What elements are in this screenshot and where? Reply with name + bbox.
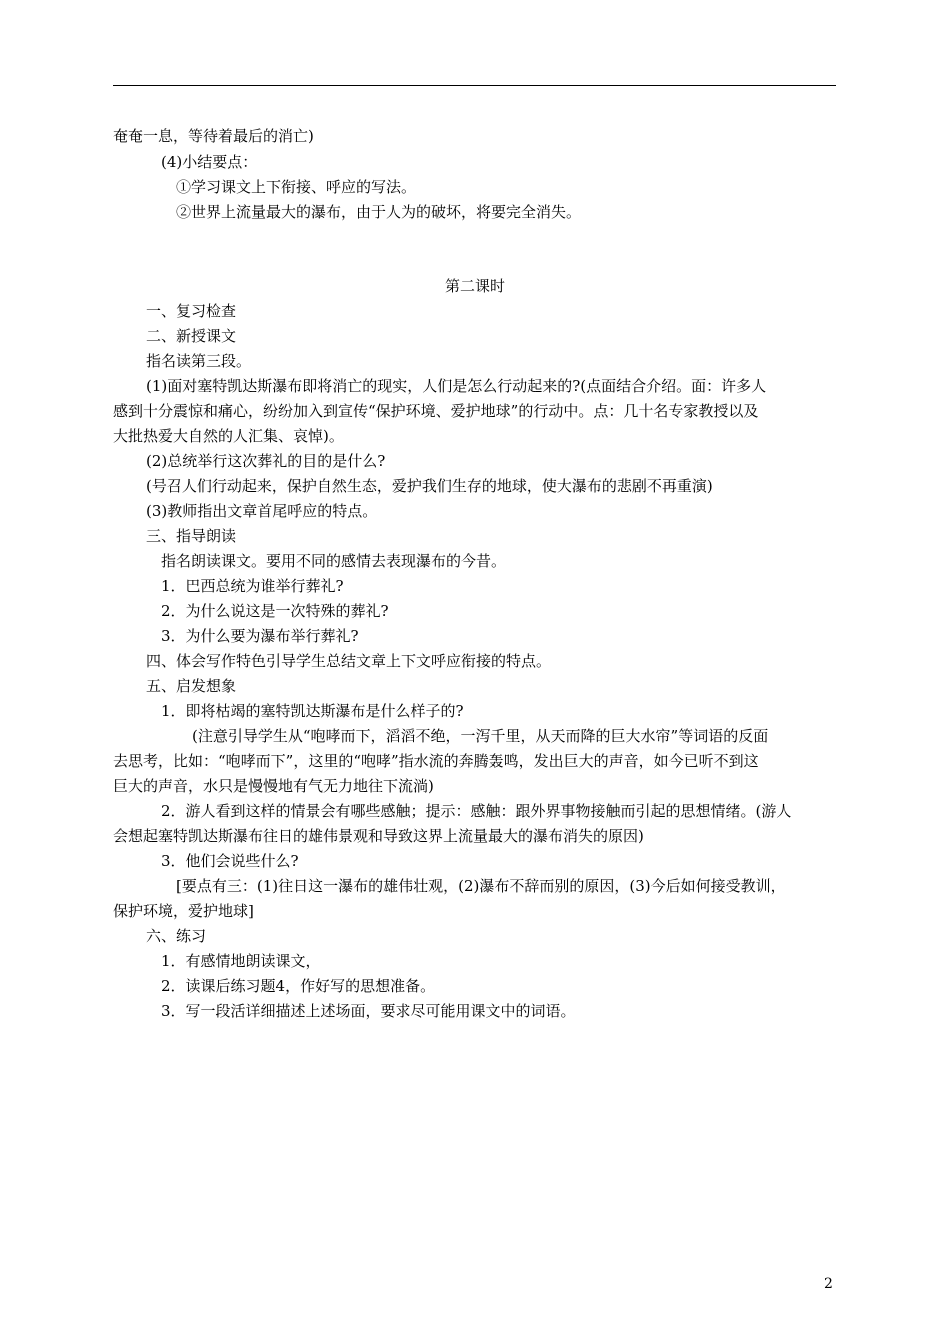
text-line: (2)总统举行这次葬礼的目的是什么? bbox=[146, 452, 386, 470]
section-heading: 二、新授课文 bbox=[146, 327, 237, 345]
list-item: 1．巴西总统为谁举行葬礼? bbox=[161, 577, 344, 595]
text-line: 保护环境，爱护地球] bbox=[113, 902, 254, 920]
text-line: 大批热爱大自然的人汇集、哀悼)。 bbox=[113, 427, 344, 445]
text-line: 奄奄一息，等待着最后的消亡) bbox=[113, 127, 314, 145]
list-item: 3．为什么要为瀑布举行葬礼? bbox=[161, 627, 359, 645]
page-number: 2 bbox=[824, 1276, 833, 1292]
text-line: 指名朗读课文。要用不同的感情去表现瀑布的今昔。 bbox=[161, 552, 507, 570]
section-heading: 四、体会写作特色引导学生总结文章上下文呼应衔接的特点。 bbox=[146, 652, 552, 670]
text-line: (4)小结要点： bbox=[161, 153, 258, 171]
list-item: 3．他们会说些什么? bbox=[161, 852, 299, 870]
text-line: [要点有三：(1)往日这一瀑布的雄伟壮观，(2)瀑布不辞而别的原因，(3)今后如何接受教训， bbox=[176, 877, 786, 895]
text-line: 会想起塞特凯达斯瀑布往日的雄伟景观和导致这界上流量最大的瀑布消失的原因) bbox=[113, 827, 644, 845]
text-line: (号召人们行动起来，保护自然生态，爱护我们生存的地球，使大瀑布的悲剧不再重演) bbox=[146, 477, 713, 495]
text-line: (3)教师指出文章首尾呼应的特点。 bbox=[146, 502, 378, 520]
header-rule bbox=[113, 85, 836, 86]
list-item: 2．为什么说这是一次特殊的葬礼? bbox=[161, 602, 389, 620]
list-item: 3．写一段活详细描述上述场面，要求尽可能用课文中的词语。 bbox=[161, 1002, 576, 1020]
list-item: 1．有感情地朗读课文， bbox=[161, 952, 321, 970]
text-line: ②世界上流量最大的瀑布，由于人为的破坏，将要完全消失。 bbox=[176, 203, 582, 221]
text-line: 去思考，比如：“咆哮而下”，这里的“咆哮”指水流的奔腾轰鸣，发出巨大的声音，如今已听不到这 bbox=[113, 752, 759, 770]
text-line: (注意引导学生从“咆哮而下，滔滔不绝，一泻千里，从天而降的巨大水帘”等词语的反面 bbox=[192, 727, 769, 745]
section-heading: 一、复习检查 bbox=[146, 302, 237, 320]
section-heading: 六、练习 bbox=[146, 927, 207, 945]
text-line: 指名读第三段。 bbox=[146, 352, 252, 370]
text-line: (1)面对塞特凯达斯瀑布即将消亡的现实，人们是怎么行动起来的?(点面结合介绍。面：许多人 bbox=[146, 377, 767, 395]
text-line: ①学习课文上下衔接、呼应的写法。 bbox=[176, 178, 417, 196]
text-line: 巨大的声音，水只是慢慢地有气无力地往下流淌) bbox=[113, 777, 434, 795]
list-item: 2．游人看到这样的情景会有哪些感触；提示：感触：跟外界事物接触而引起的思想情绪。(游人 bbox=[161, 802, 792, 820]
list-item: 2．读课后练习题4，作好写的思想准备。 bbox=[161, 977, 436, 995]
section-title: 第二课时 bbox=[444, 277, 505, 295]
section-heading: 三、指导朗读 bbox=[146, 527, 237, 545]
section-heading: 五、启发想象 bbox=[146, 677, 237, 695]
text-line: 感到十分震惊和痛心，纷纷加入到宣传“保护环境、爱护地球”的行动中。点：几十名专家教授以及 bbox=[113, 402, 759, 420]
list-item: 1．即将枯竭的塞特凯达斯瀑布是什么样子的? bbox=[161, 702, 464, 720]
